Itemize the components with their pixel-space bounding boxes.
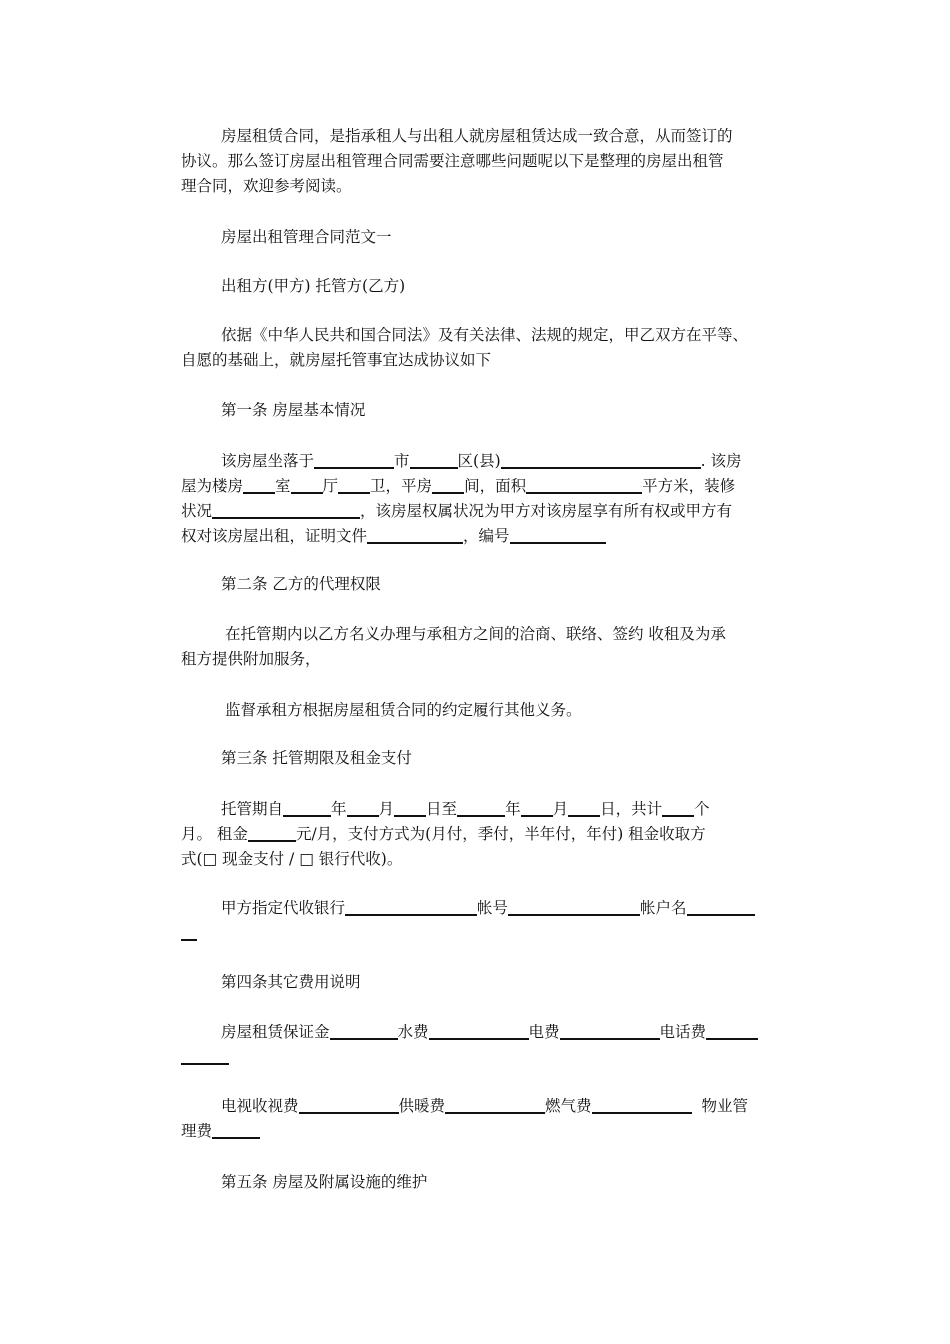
start-day-blank[interactable] (394, 800, 426, 818)
sample-heading (181, 225, 781, 250)
sqm-label: 平方米，装修 (642, 477, 736, 495)
article-5-title-text: 第五条 房屋及附属设施的维护 (221, 1173, 428, 1191)
ownership-text: ，该房屋权属状况为甲方对该房屋享有所有权或甲方有 (360, 502, 733, 520)
bank-blank[interactable] (345, 899, 477, 917)
district-blank[interactable] (410, 452, 458, 470)
article-2-line-2: 租方提供附加服务， (181, 650, 321, 668)
parties-text: 出租方(甲方) 托管方(乙方) (221, 277, 406, 295)
number-blank[interactable] (510, 527, 606, 545)
article-1-title (181, 398, 781, 423)
city-blank[interactable] (314, 452, 394, 470)
account-blank[interactable] (508, 899, 640, 917)
article-2-para-2-text: 监督承租方根据房屋租赁合同的约定履行其他义务。 (225, 701, 582, 719)
certificate-blank[interactable] (367, 527, 463, 545)
gas-label: 燃气费 (545, 1097, 592, 1115)
room-label: 室 (275, 477, 291, 495)
account-name-blank-cont[interactable] (181, 924, 197, 942)
end-day-blank[interactable] (568, 800, 600, 818)
parties-line (181, 274, 781, 299)
article-2-para-1 (181, 622, 781, 672)
deposit-label: 房屋租赁保证金 (221, 1023, 330, 1041)
account-label: 帐号 (477, 899, 509, 917)
account-name-blank[interactable] (687, 899, 755, 917)
rent-label: 月。 租金 (181, 825, 248, 843)
bath-blank[interactable] (338, 477, 370, 495)
article-1-title-text: 第一条 房屋基本情况 (221, 401, 366, 419)
basis-line-2: 自愿的基础上，就房屋托管事宜达成协议如下 (181, 351, 492, 369)
start-month-blank[interactable] (347, 800, 379, 818)
period-from-label: 托管期自 (221, 800, 284, 818)
building-type-label: 屋为楼房 (181, 477, 244, 495)
article-5-title (181, 1170, 781, 1195)
district-label: 区(县) (457, 452, 501, 470)
basis-paragraph (181, 323, 781, 373)
end-month-blank[interactable] (521, 800, 553, 818)
fees-line-1 (181, 1020, 781, 1070)
article-3-body (181, 797, 781, 872)
area-label: 间，面积 (464, 477, 527, 495)
sample-heading-text: 房屋出租管理合同范文一 (221, 228, 392, 246)
water-blank[interactable] (429, 1023, 529, 1041)
electric-blank[interactable] (560, 1023, 660, 1041)
address-blank[interactable] (501, 452, 701, 470)
article-2-para-2 (181, 698, 781, 723)
total-months-blank[interactable] (662, 800, 694, 818)
property-blank[interactable] (212, 1122, 260, 1140)
end-year-blank[interactable] (457, 800, 505, 818)
city-label: 市 (394, 452, 410, 470)
water-label: 水费 (397, 1023, 429, 1041)
year-label-2: 年 (505, 800, 521, 818)
intro-line-1: 房屋租赁合同，是指承租人与出租人就房屋租赁达成一致合意，从而签订的 (221, 127, 733, 145)
rent-blank[interactable] (248, 825, 296, 843)
gas-blank[interactable] (592, 1097, 692, 1115)
bath-label: 卫，平房 (370, 477, 433, 495)
bank-line (181, 896, 781, 946)
intro-line-3: 理合同，欢迎参考阅读。 (181, 177, 352, 195)
decoration-label: 状况 (181, 502, 213, 520)
ge-label: 个 (694, 800, 710, 818)
phone-label: 电话费 (659, 1023, 707, 1041)
article-3-title (181, 746, 781, 771)
month-label: 月 (378, 800, 395, 818)
article-3-title-text: 第三条 托管期限及租金支付 (221, 749, 412, 767)
rent-unit-text: 元/月，支付方式为(月付，季付，半年付，年付) 租金收取方 (295, 825, 706, 843)
room-blank[interactable] (243, 477, 275, 495)
intro-line-2: 协议。那么签订房屋出租管理合同需要注意哪些问题呢以下是整理的房屋出租管 (181, 152, 724, 170)
property-label-2: 理费 (181, 1122, 213, 1140)
number-label: ，编号 (463, 527, 510, 545)
account-name-label: 帐户名 (640, 899, 687, 917)
payment-method-text: 式(□ 现金支付 / □ 银行代收)。 (181, 850, 403, 868)
article-2-line-1: 在托管期内以乙方名义办理与承租方之间的洽商、联络、签约 收租及为承 (225, 625, 726, 643)
article-4-title (181, 970, 781, 995)
fees-line-2 (181, 1094, 781, 1144)
certificate-label: 权对该房屋出租，证明文件 (181, 527, 368, 545)
heating-blank[interactable] (445, 1097, 545, 1115)
phone-blank-cont[interactable] (181, 1048, 229, 1066)
bank-label: 甲方指定代收银行 (221, 899, 346, 917)
intro-paragraph (181, 124, 781, 199)
tv-blank[interactable] (299, 1097, 399, 1115)
bungalow-blank[interactable] (432, 477, 464, 495)
tv-label: 电视收视费 (221, 1097, 299, 1115)
article-2-title (181, 572, 781, 597)
located-label: 该房屋坐落于 (221, 452, 315, 470)
article-2-title-text: 第二条 乙方的代理权限 (221, 575, 381, 593)
month-label-2: 月 (552, 800, 569, 818)
address-end: . 该房 (700, 452, 742, 470)
basis-line-1: 依据《中华人民共和国合同法》及有关法律、法规的规定，甲乙双方在平等、 (221, 326, 749, 344)
electric-label: 电费 (528, 1023, 560, 1041)
hall-label: 厅 (322, 477, 339, 495)
hall-blank[interactable] (291, 477, 323, 495)
property-label: 物业管 (701, 1097, 749, 1115)
area-blank[interactable] (526, 477, 642, 495)
decoration-blank[interactable] (212, 502, 360, 520)
article-4-title-text: 第四条其它费用说明 (221, 973, 361, 991)
year-label: 年 (331, 800, 347, 818)
day-to-label: 日至 (426, 800, 458, 818)
start-year-blank[interactable] (283, 800, 331, 818)
article-1-body (181, 449, 781, 549)
day-total-label: 日，共计 (600, 800, 663, 818)
heating-label: 供暖费 (398, 1097, 446, 1115)
deposit-blank[interactable] (330, 1023, 398, 1041)
phone-blank[interactable] (706, 1023, 758, 1041)
